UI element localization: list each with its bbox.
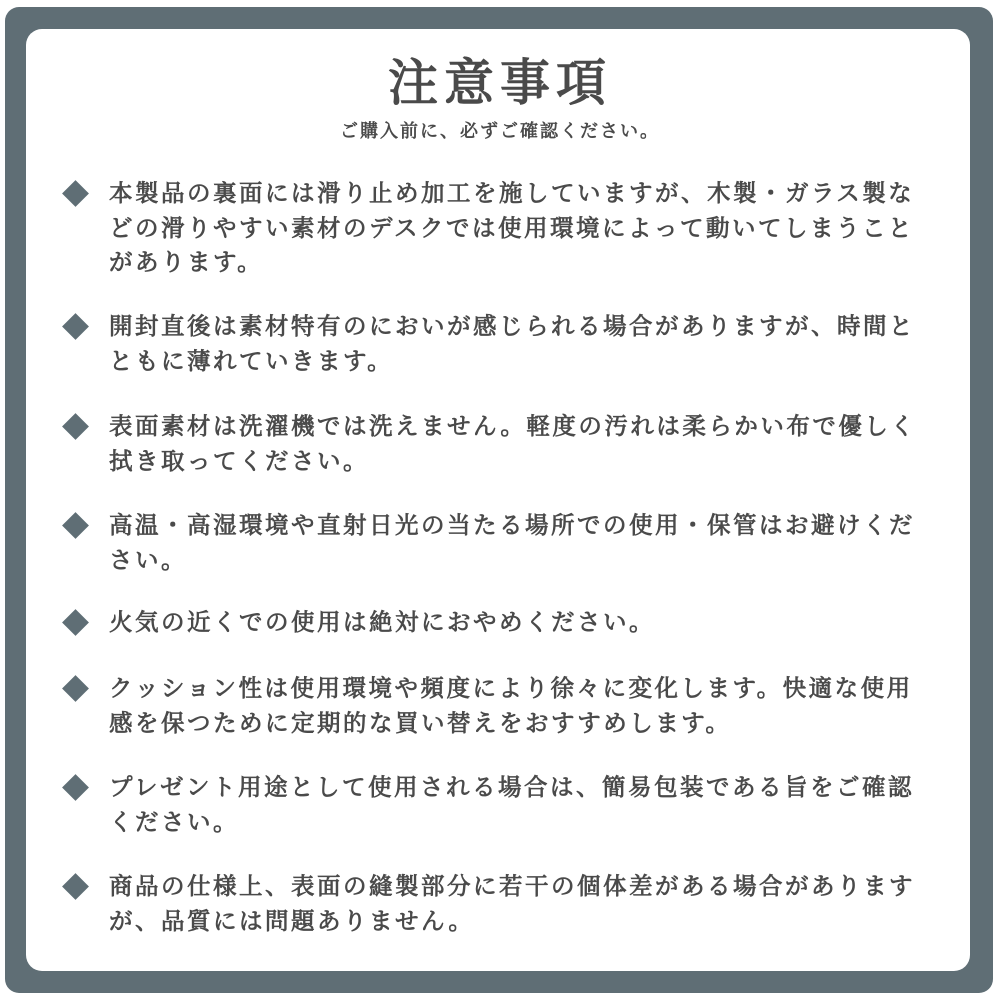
page-title: 注意事項 bbox=[388, 54, 612, 112]
notice-text: プレゼント用途として使用される場合は、簡易包装である旨をご確認ください。 bbox=[109, 773, 915, 836]
notice-text: 本製品の裏面には滑り止め加工を施していますが、木製・ガラス製などの滑りやすい素材のデスクでは使用環境によって動いてしまうことがあります。 bbox=[109, 179, 915, 276]
notice-text: 火気の近くでの使用は絶対におやめください。 bbox=[109, 608, 655, 636]
notice-text: 開封直後は素材特有のにおいが感じられる場合がありますが、時間とともに薄れていきます。 bbox=[109, 312, 915, 375]
page-subtitle: ご購入前に、必ずご確認ください。 bbox=[340, 121, 660, 142]
notice-text: 商品の仕様上、表面の縫製部分に若干の個体差がある場合がありますが、品質には問題ありません。 bbox=[109, 872, 915, 935]
notice-text: 高温・高湿環境や直射日光の当たる場所での使用・保管はお避けください。 bbox=[109, 511, 915, 574]
notice-text: 表面素材は洗濯機では洗えません。軽度の汚れは柔らかい布で優しく拭き取ってください。 bbox=[109, 412, 917, 475]
notice-text: クッション性は使用環境や頻度により徐々に変化します。快適な使用感を保つために定期的な買い替えをおすすめします。 bbox=[109, 674, 913, 737]
